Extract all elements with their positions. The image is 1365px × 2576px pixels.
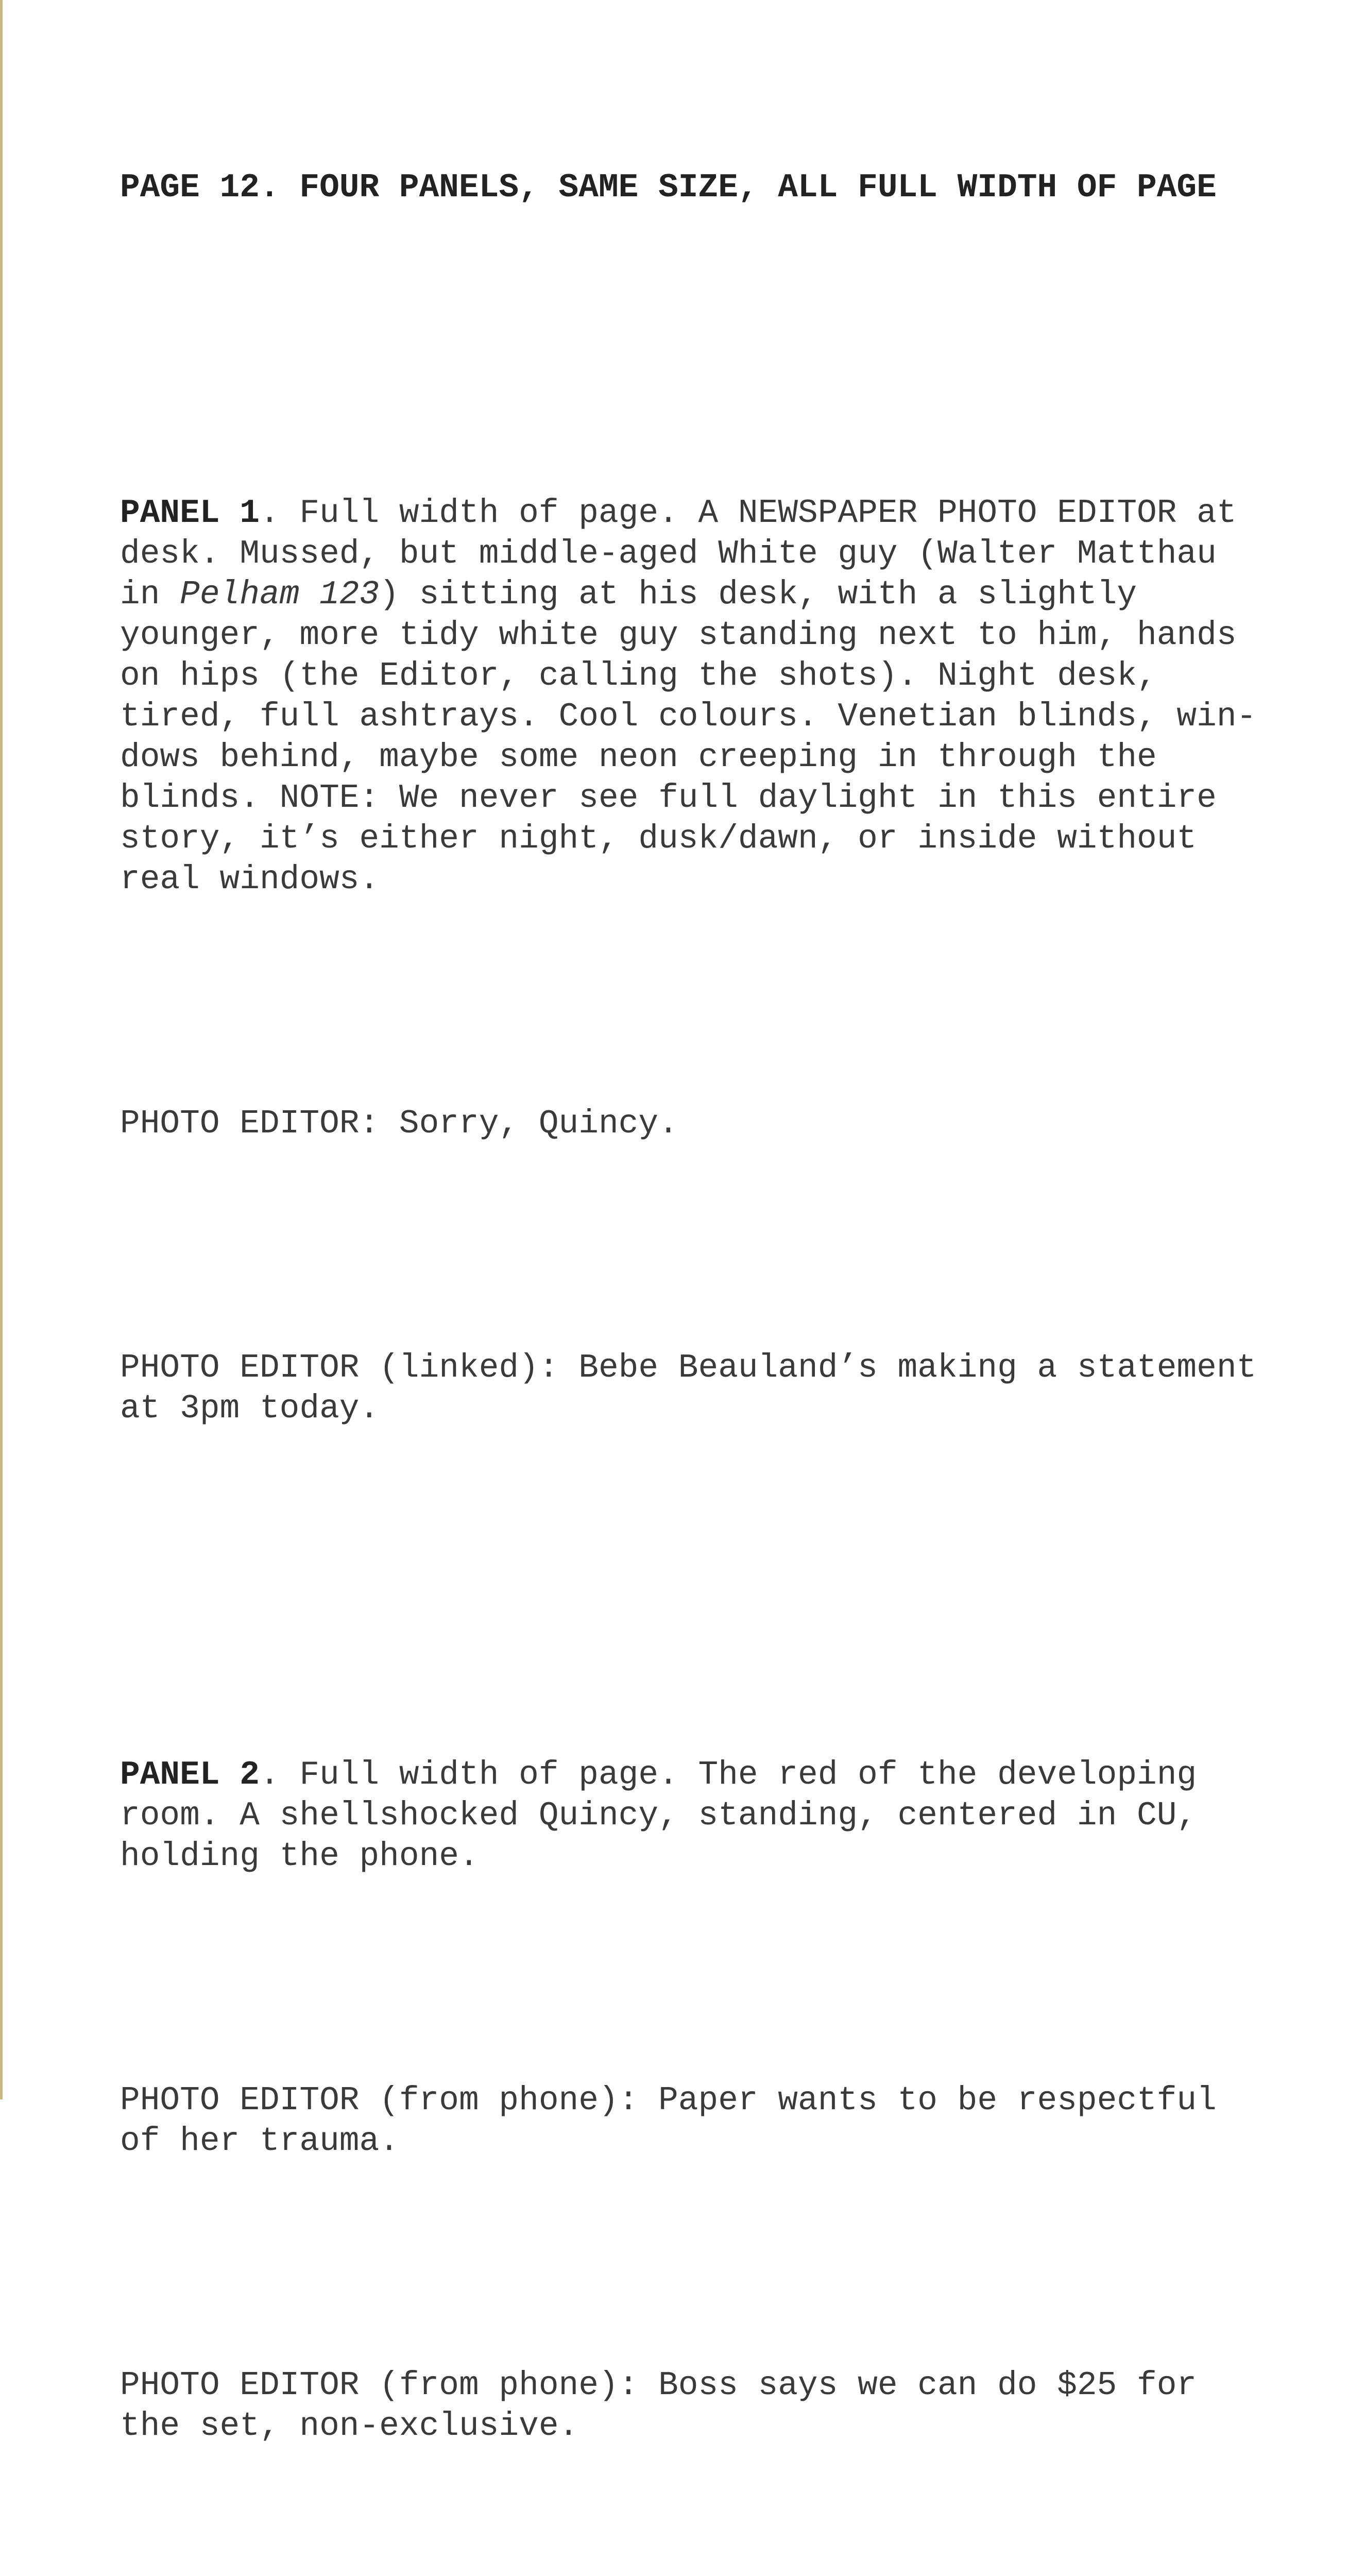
panel-2-description-text: . Full width of page. The red of the developing room. A shellshocked Quincy, standing, centered in CU, holding the phone. xyxy=(120,1756,1197,1875)
panel-2-dialogue-2: PHOTO EDITOR (from phone): Boss says we can do $25 for the set, non-exclusive. xyxy=(120,2367,1197,2445)
panel-1-dialogue-1: PHOTO EDITOR: Sorry, Quincy. xyxy=(120,1105,678,1143)
panel-2-dialogue-1: PHOTO EDITOR (from phone): Paper wants to be respectful of her trauma. xyxy=(120,2082,1217,2160)
panel-1-line-6: tired, full ashtrays. Cool colours. Venetian blinds, win- xyxy=(120,698,1257,736)
panel-1-line-7: dows behind, maybe some neon creeping in through the xyxy=(120,739,1157,776)
panel-1-description xyxy=(120,493,1320,900)
panel-1-line-2: desk. Mussed, but middle-aged White guy (Walter Matthau xyxy=(120,535,1217,573)
panel-1-line-5: on hips (the Editor, calling the shots). Night desk, xyxy=(120,657,1157,695)
panel-1-line-9: story, it’s either night, dusk/dawn, or inside without xyxy=(120,820,1197,858)
panel-1-line-3-prefix: in xyxy=(120,576,180,614)
panel-1-line-8: blinds. NOTE: We never see full daylight in this entire xyxy=(120,779,1217,817)
panel-2-description xyxy=(120,1755,1320,1877)
panel-1-line-3: sitting at his desk, with a slightly xyxy=(419,576,1137,614)
panel-1-label: PANEL 1 xyxy=(120,495,260,532)
panel-1-line-1: . Full width of page. A NEWSPAPER PHOTO EDITOR at xyxy=(259,495,1237,532)
panel-2-label: PANEL 2 xyxy=(120,1756,260,1794)
panel-1-line-3-suffix: ) xyxy=(379,576,399,614)
panel-1-line-10: real windows. xyxy=(120,861,380,899)
panel-1-dialogue-2: PHOTO EDITOR (linked): Bebe Beauland’s making a statement at 3pm today. xyxy=(120,1349,1257,1428)
page-heading: PAGE 12. FOUR PANELS, SAME SIZE, ALL FULL WIDTH OF PAGE xyxy=(120,169,1217,207)
panel-1-line-4: younger, more tidy white guy standing next to him, hands xyxy=(120,617,1237,654)
script-content xyxy=(120,45,1320,2576)
panel-1-film-title: Pelham 123 xyxy=(180,576,380,614)
